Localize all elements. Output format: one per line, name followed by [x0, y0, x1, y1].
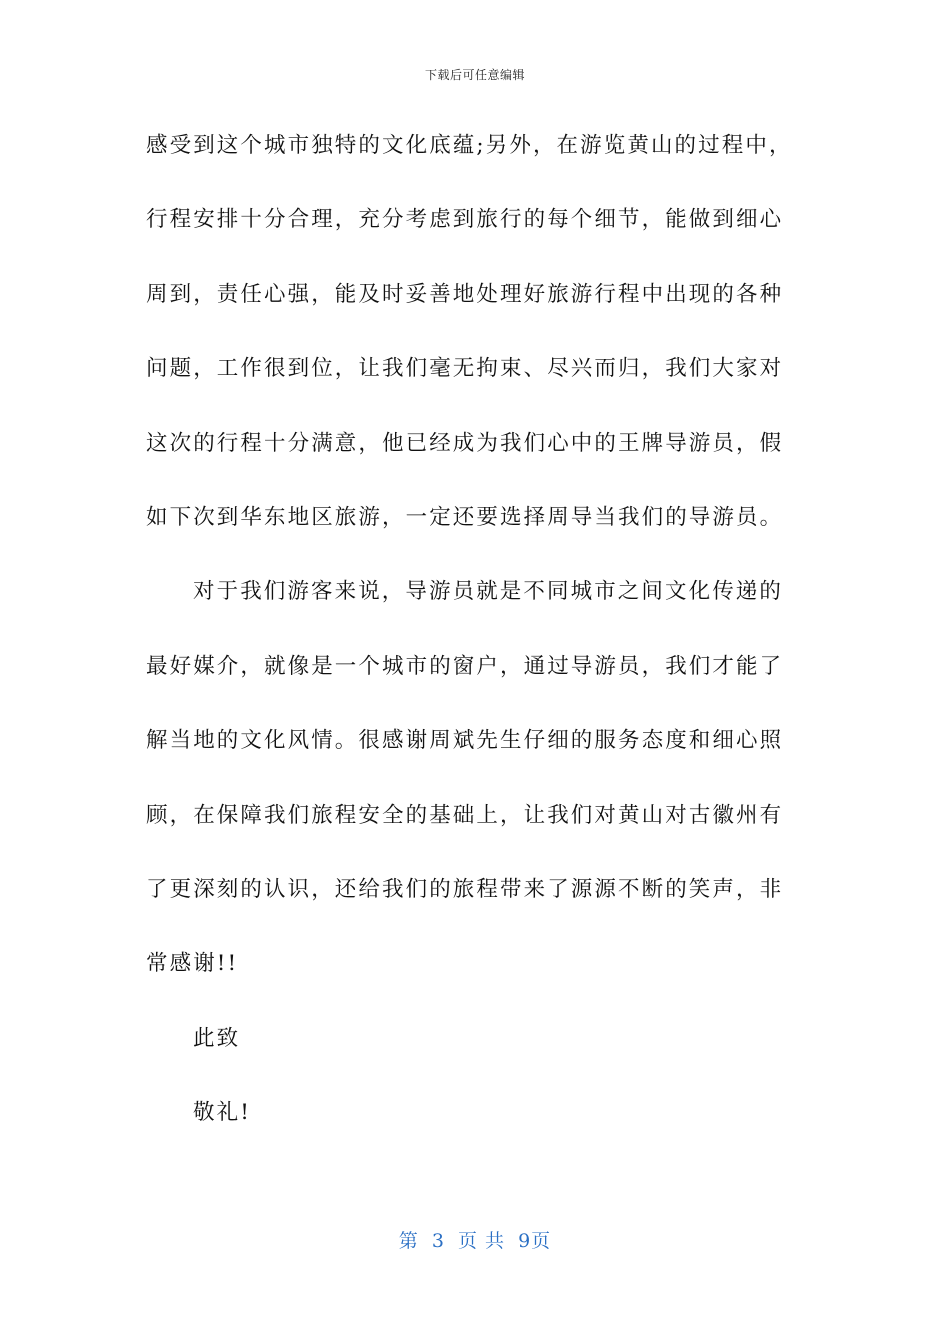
- page-label-mid: 页 共: [458, 1230, 506, 1252]
- document-body: [146, 124, 796, 1165]
- paragraph-start-line: 对于我们游客来说，导游员就是不同城市之间文化传递的: [193, 579, 784, 605]
- page-header: 下载后可任意编辑: [424, 68, 525, 82]
- closing-salutation: 此致: [193, 1025, 241, 1051]
- text-line: 感受到这个城市独特的文化底蕴;另外，在游览黄山的过程中，: [146, 133, 793, 158]
- total-pages: 9页: [518, 1230, 552, 1252]
- page-label-prefix: 第: [398, 1230, 419, 1252]
- text-line: 最好媒介，就像是一个城市的窗户，通过导游员，我们才能了: [146, 653, 784, 679]
- page-number-footer: [0, 1226, 950, 1253]
- text-line: 问题，工作很到位，让我们毫无拘束、尽兴而归，我们大家对: [146, 356, 784, 382]
- closing-regards: 敬礼!: [193, 1100, 251, 1126]
- text-line: 了更深刻的认识，还给我们的旅程带来了源源不断的笑声，非: [146, 876, 784, 902]
- current-page-number: 3: [431, 1230, 445, 1252]
- text-line: 周到，责任心强，能及时妥善地处理好旅游行程中出现的各种: [146, 281, 784, 307]
- text-line: 解当地的文化风情。很感谢周斌先生仔细的服务态度和细心照: [146, 728, 784, 754]
- text-line: 行程安排十分合理，充分考虑到旅行的每个细节，能做到细心: [146, 207, 784, 233]
- text-line: 顾，在保障我们旅程安全的基础上，让我们对黄山对古徽州有: [146, 802, 784, 828]
- text-line: 这次的行程十分满意，他已经成为我们心中的王牌导游员，假: [146, 430, 784, 456]
- text-line: 如下次到华东地区旅游，一定还要选择周导当我们的导游员。: [146, 504, 784, 530]
- text-line: 常感谢!!: [146, 951, 239, 977]
